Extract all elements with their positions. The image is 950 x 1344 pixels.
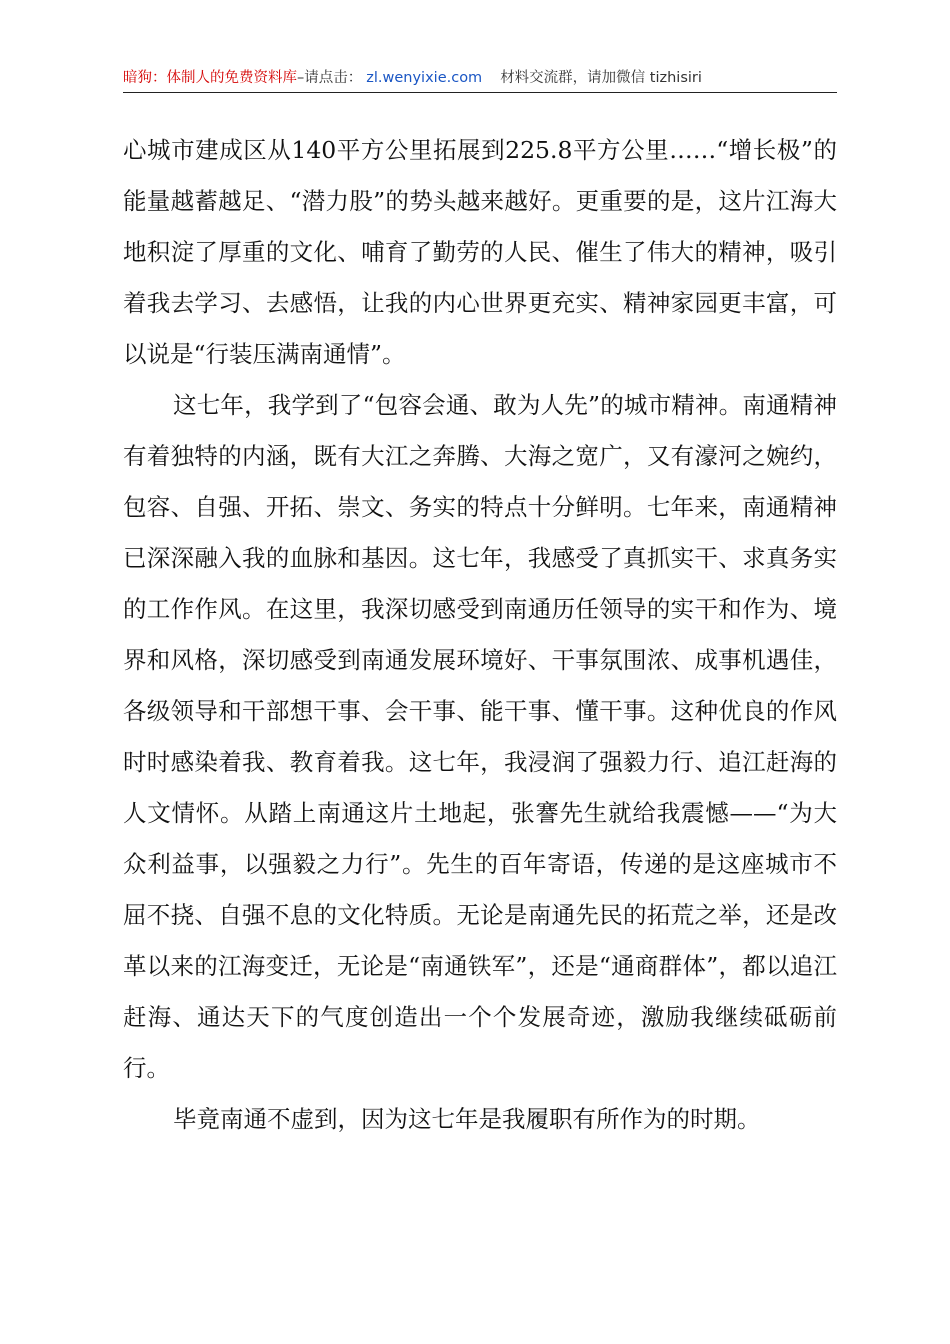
- paragraph-1: 心城市建成区从140平方公里拓展到225.8平方公里……“增长极”的能量越蓄越足、“潜力股”的势头越来越好。更重要的是，这片江海大地积淀了厚重的文化、哺育了勤劳的人民、催生了伟大的精神，吸引着我去学习、去感悟，让我的内心世界更充实、精神家园更丰富，可以说是“行装压满南通情”。: [123, 136, 837, 368]
- site-url-link[interactable]: zl.wenyixie.com: [366, 70, 483, 86]
- paragraph-2: 这七年，我学到了“包容会通、敢为人先”的城市精神。南通精神有着独特的内涵，既有大江之奔腾、大海之宽广，又有濠河之婉约，包容、自强、开拓、崇文、务实的特点十分鲜明。七年来，南通精神已深深融入我的血脉和基因。这七年，我感受了真抓实干、求真务实的工作作风。在这里，我深切感受到南通历任领导的实干和作为、境界和风格，深切感受到南通发展环境好、干事氛围浓、成事机遇佳，各级领导和干部想干事、会干事、能干事、懂干事。这种优良的作风时时感染着我、教育着我。这七年，我浸润了强毅力行、追江赶海的人文情怀。从踏上南通这片土地起，张謇先生就给我震憾——“为大众利益事，以强毅之力行”。先生的百年寄语，传递的是这座城市不屈不挠、自强不息的文化特质。无论是南通先民的拓荒之举，还是改革以来的江海变迁，无论是“南通铁军”，还是“通商群体”，都以追江赶海、通达天下的气度创造出一个个发展奇迹，激励我继续砥砺前行。: [123, 391, 837, 1082]
- paragraph-3: 毕竟南通不虚到，因为这七年是我履职有所作为的时期。: [173, 1105, 761, 1133]
- group-note: 材料交流群，请加微信 tizhisiri: [500, 70, 702, 86]
- page-header: [123, 66, 837, 93]
- document-body: [123, 125, 837, 1145]
- site-label: 暗狗：体制人的免费资料库: [123, 70, 297, 86]
- click-prompt: –请点击：: [297, 70, 363, 86]
